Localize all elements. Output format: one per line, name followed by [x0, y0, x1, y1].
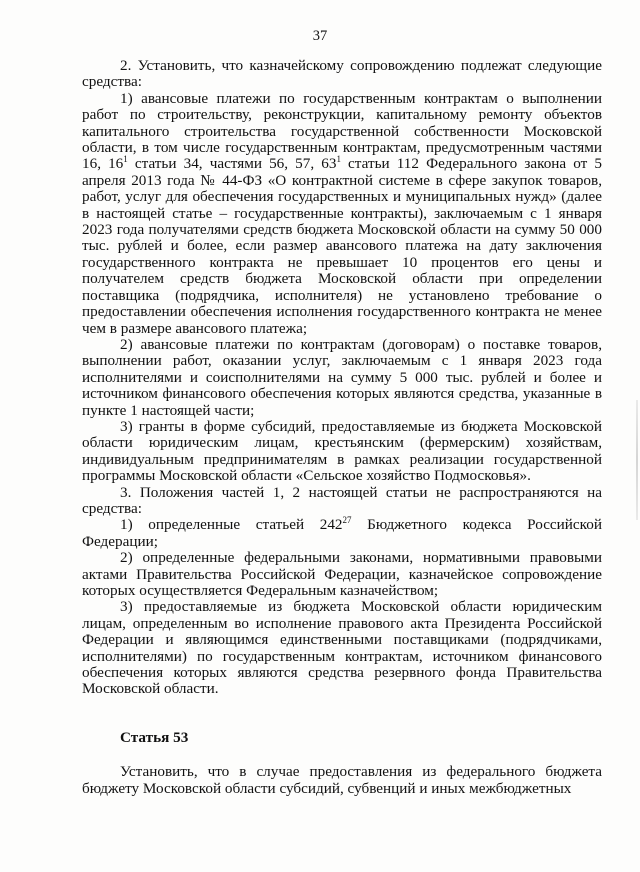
superscript: 1: [336, 154, 341, 165]
document-body: [82, 58, 602, 797]
paragraph-part3-intro: 3. Положения частей 1, 2 настоящей статьи не распространяются на средства:: [82, 483, 602, 517]
scan-edge-mark: [636, 400, 638, 520]
paragraph-part3-item3: 3) предоставляемые из бюджета Московской области юридическим лицам, определенным во исполнение правового акта Президента Российской Федерации и являющимся единственными поставщиками (подрядчиками, исполнителями) по государственным контрактам, источником финансового обеспечения которых являются средства резервного фонда Правительства Московской области.: [82, 598, 602, 698]
article-heading: Статья 53: [120, 728, 189, 746]
paragraph-item3-grants: 3) гранты в форме субсидий, предоставляемые из бюджета Московской области юридическим лицам, крестьянским (фермерским) хозяйствам, индивидуальным предпринимателям в рамках реализации государственной программы Московской области «Сельское хозяйство Подмосковья».: [82, 417, 602, 485]
paragraph-part3-item2: 2) определенные федеральными законами, нормативными правовыми актами Правительства Российской Федерации, казначейское сопровождение которых осуществляется Федеральным казначейством;: [82, 549, 602, 599]
superscript: 27: [342, 515, 352, 526]
page-number: 37: [312, 28, 328, 44]
paragraph-item1-advance-payments: 1) авансовые платежи по государственным контрактам о выполнении работ по строительству, реконструкции, капитальному ремонту объектов капитального строительства государственной собственности Московской области, в том числе государственным контрактам, предусмотренным частями 16, $16^1$ статьи 34, частями 56, 57, $63^1$ статьи 112 Федерального закона от 5 апреля 2013 года № 44-ФЗ «О контрактной системе в сфере закупок товаров, работ, услуг для обеспечения государственных и муниципальных нужд» (далее в настоящей статье – государственные контракты), заключаемым с 1 января 2023 года получателями средств бюджета Московской области на сумму 50 000 тыс. рублей и более, если размер авансового платежа на дату заключения государственного контракта не превышает 10 процентов его цены и получателем средств бюджета Московской области при определении поставщика (подрядчика, исполнителя) не установлено требование о предоставлении обеспечения исполнения государственного контракта не менее чем в размере авансового платежа;: [82, 89, 602, 337]
paragraph-part2-intro: 2. Установить, что казначейскому сопровождению подлежат следующие средства:: [82, 57, 602, 91]
paragraph-item2-contracts: 2) авансовые платежи по контрактам (договорам) о поставке товаров, выполнении работ, оказании услуг, заключаемым с 1 января 2023 года исполнителями и соисполнителями на сумму 5 000 тыс. рублей и более и источником финансового обеспечения которых являются средства, указанные в пункте 1 настоящей части;: [82, 335, 602, 419]
article-53-text: Установить, что в случае предоставления из федерального бюджета бюджету Московской области субсидий, субвенций и иных межбюджетных: [82, 763, 602, 797]
superscript: 1: [123, 154, 128, 165]
paragraph-part3-item1: 1) определенные статьей $242^{27}$ Бюджетного кодекса Российской Федерации;: [82, 515, 603, 550]
